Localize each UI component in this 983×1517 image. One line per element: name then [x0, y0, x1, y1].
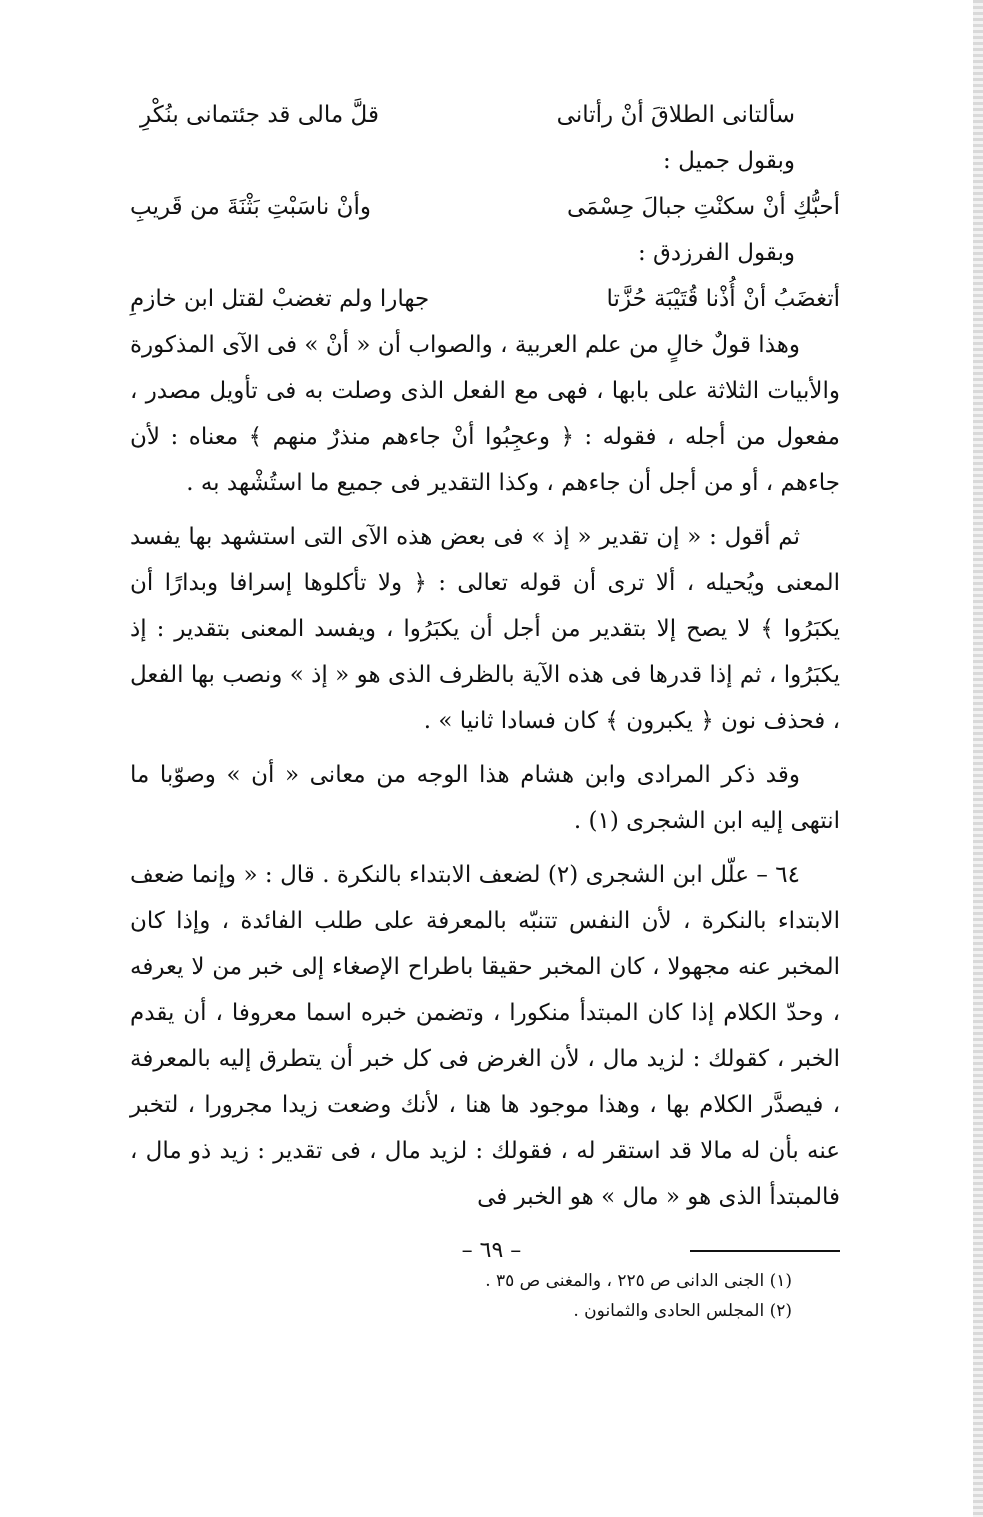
verse-hemistich-right: سألتانى الطلاقَ أنْ رأتانى: [556, 102, 795, 128]
footnote-2: (٢) المجلس الحادى والثمانون .: [573, 1301, 792, 1321]
verse-hemistich-left: وأنْ ناسَبْتِ بَثْنَةَ من قَريبِ: [130, 194, 371, 220]
verse-line-3: [130, 276, 840, 322]
verse-hemistich-right: أتغضَبُ أنْ أُذْنا قُتَيْبَة حُزَّتا: [606, 286, 840, 312]
footnote-1: (١) الجنى الدانى ص ٢٢٥ ، والمغنى ص ٣٥ .: [485, 1271, 792, 1291]
paragraph-1: وهذا قولٌ خالٍ من علم العربية ، والصواب أن « أنْ » فى الآى المذكورة والأبيات الثلاثة على بابها ، فهى مع الفعل الذى وصلت به فى تأويل مصدر ، مفعول من أجله ، فقوله : ﴿ وعجِبُوا أنْ جاءهم منذرٌ منهم ﴾ معناه : لأن جاءهم ، أو من أجل أن جاءهم ، وكذا التقدير فى جميع ما استُشْهد به .: [130, 332, 840, 496]
page-body: [130, 92, 840, 1326]
page-number: – ٦٩ –: [461, 1238, 522, 1263]
paragraph-4: ٦٤ – علّل ابن الشجرى (٢) لضعف الابتداء بالنكرة . قال : « وإنما ضعف الابتداء بالنكرة ، لأن النفس تتنبّه بالمعرفة على طلب الفائدة ، وإذا كان المخبر عنه مجهولا ، كان المخبر حقيقا باطراح الإصغاء إلى خبر من لا يعرفه ، وحدّ الكلام إذا كان المبتدأ منكورا ، وتضمن خبره اسما معروفا ، أن يقدم الخبر ، كقولك : لزيد مال ، لأن الغرض فى كل خبر أن يتطرق إليه بالمعرفة ، فيصدَّر الكلام بها ، وهذا موجود ها هنا ، لأنك وضعت زيدا مجرورا ، لتخبر عنه بأن له مالا قد استقر له ، فقولك : لزيد مال ، فى تقدير : زيد ذو مال ، فالمبتدأ الذى هو « مال » هو الخبر فى: [130, 862, 840, 1210]
verse-hemistich-left: قلَّ مالى قد جئتمانى بنُكْرِ: [140, 102, 379, 128]
scan-edge: [973, 0, 983, 1517]
verse-hemistich-left: جهارا ولم تغضبْ لقتل ابن خازمِ: [130, 286, 430, 312]
footnotes: [130, 1266, 840, 1326]
paragraph-3: وقد ذكر المرادى وابن هشام هذا الوجه من معانى « أن » وصوّبا ما انتهى إليه ابن الشجرى (١) .: [130, 762, 840, 834]
verse-intro: وبقول جميل :: [663, 148, 795, 174]
verse-line-2: [130, 184, 840, 230]
verse-line-1: [130, 92, 840, 138]
verse-intro: وبقول الفرزدق :: [637, 240, 795, 266]
verse-hemistich-right: أحبُّكِ أنْ سكنْتِ جبالَ حِسْمَى: [566, 194, 840, 220]
paragraph-2: ثم أقول : « إن تقدير « إذ » فى بعض هذه الآى التى استشهد بها يفسد المعنى ويُحيله ، ألا ترى أن قوله تعالى : ﴿ ولا تأكلوها إسرافا وبدارًا أن يكبَرُوا ﴾ لا يصح إلا بتقدير من أجل أن يكبَرُوا ، ويفسد المعنى بتقدير : إذ يكبَرُوا ، ثم إذا قدرها فى هذه الآية بالظرف الذى هو « إذ » ونصب بها الفعل ، فحذف نون ﴿ يكبرون ﴾ كان فسادا ثانيا » .: [130, 524, 840, 734]
